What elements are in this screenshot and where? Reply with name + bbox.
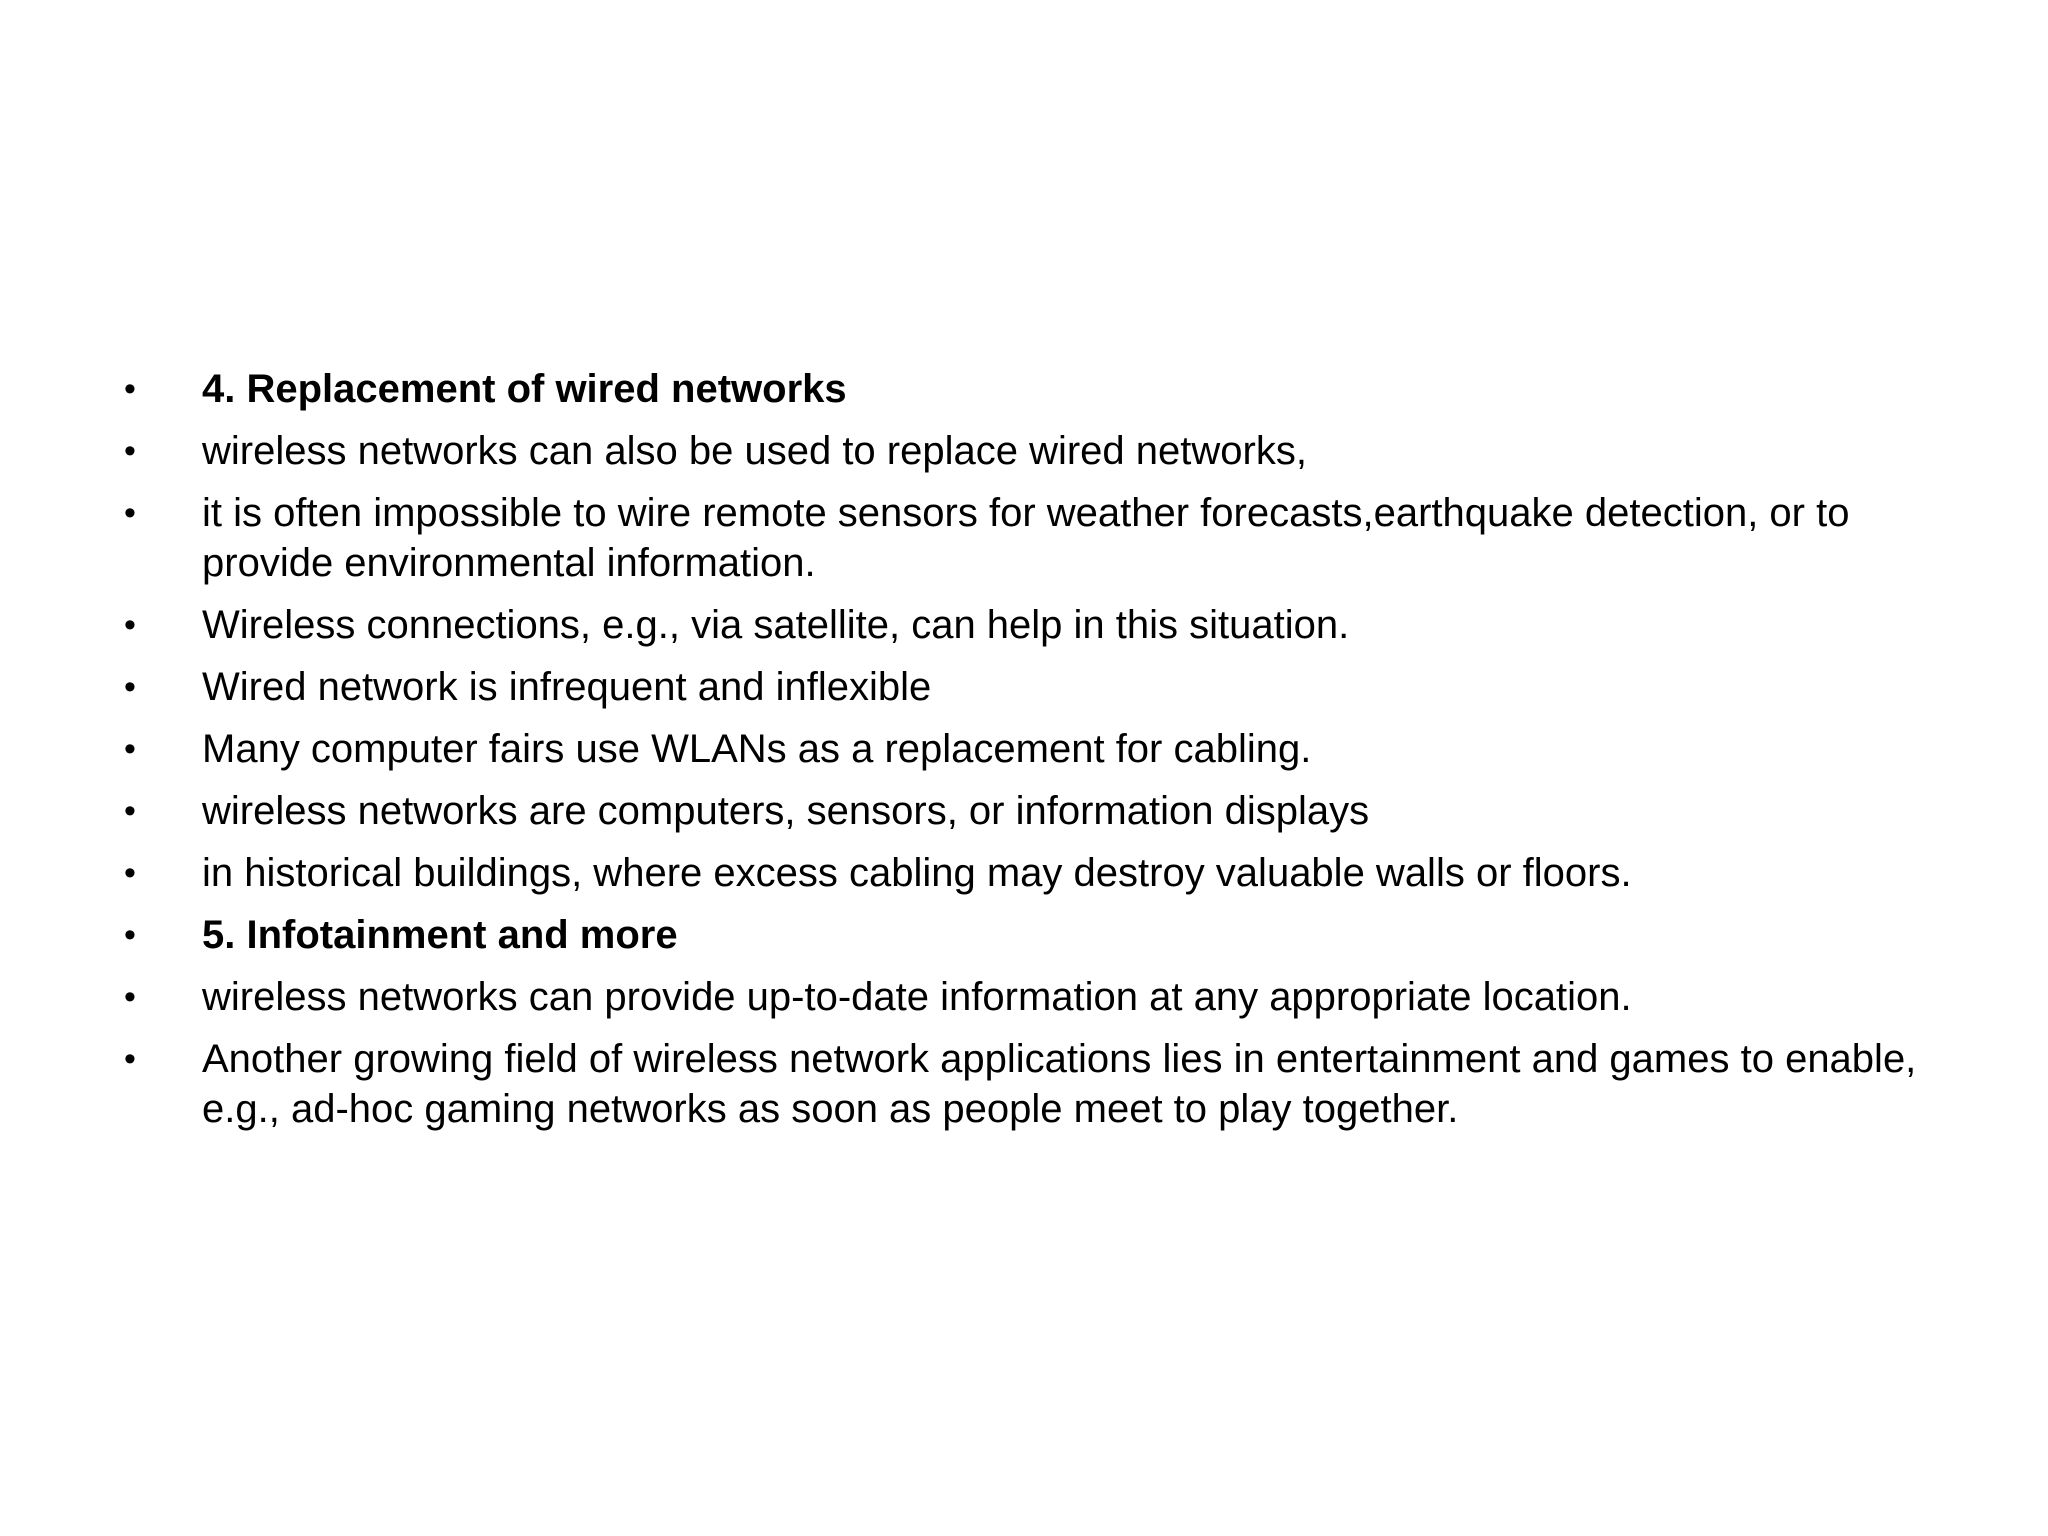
bullet-text: in historical buildings, where excess cabling may destroy valuable walls or floors. — [202, 851, 1632, 895]
bullet-text: it is often impossible to wire remote sensors for weather forecasts,earthquake detection, or to provide environmental information. — [202, 491, 1850, 585]
bullet-item — [124, 786, 1964, 836]
bullet-icon: • — [124, 854, 136, 892]
bullet-icon: • — [124, 792, 136, 830]
bullet-item — [124, 972, 1964, 1022]
bullet-icon: • — [124, 370, 136, 408]
bullet-item — [124, 848, 1964, 898]
bullet-text: 4. Replacement of wired networks — [202, 367, 847, 411]
bullet-heading-replacement — [124, 364, 1964, 414]
bullet-item — [124, 724, 1964, 774]
bullet-text: Many computer fairs use WLANs as a replacement for cabling. — [202, 727, 1312, 771]
bullet-icon: • — [124, 606, 136, 644]
bullet-icon: • — [124, 730, 136, 768]
bullet-icon: • — [124, 494, 136, 532]
bullet-list — [124, 364, 1964, 1146]
bullet-item — [124, 1034, 1964, 1134]
bullet-icon: • — [124, 1040, 136, 1078]
bullet-icon: • — [124, 668, 136, 706]
bullet-icon: • — [124, 916, 136, 954]
bullet-text: wireless networks can also be used to replace wired networks, — [202, 429, 1307, 473]
bullet-item — [124, 488, 1964, 588]
bullet-text: wireless networks are computers, sensors, or information displays — [202, 789, 1370, 833]
bullet-item — [124, 426, 1964, 476]
bullet-text: Another growing field of wireless network applications lies in entertainment and games to enable, e.g., ad-hoc gaming networks as soon as people meet to play together. — [202, 1037, 1917, 1131]
bullet-text: 5. Infotainment and more — [202, 913, 678, 957]
bullet-icon: • — [124, 978, 136, 1016]
bullet-icon: • — [124, 432, 136, 470]
bullet-item — [124, 600, 1964, 650]
bullet-text: Wireless connections, e.g., via satellite, can help in this situation. — [202, 603, 1350, 647]
bullet-text: Wired network is infrequent and inflexible — [202, 665, 932, 709]
bullet-heading-infotainment — [124, 910, 1964, 960]
bullet-item — [124, 662, 1964, 712]
bullet-text: wireless networks can provide up-to-date information at any appropriate location. — [202, 975, 1632, 1019]
